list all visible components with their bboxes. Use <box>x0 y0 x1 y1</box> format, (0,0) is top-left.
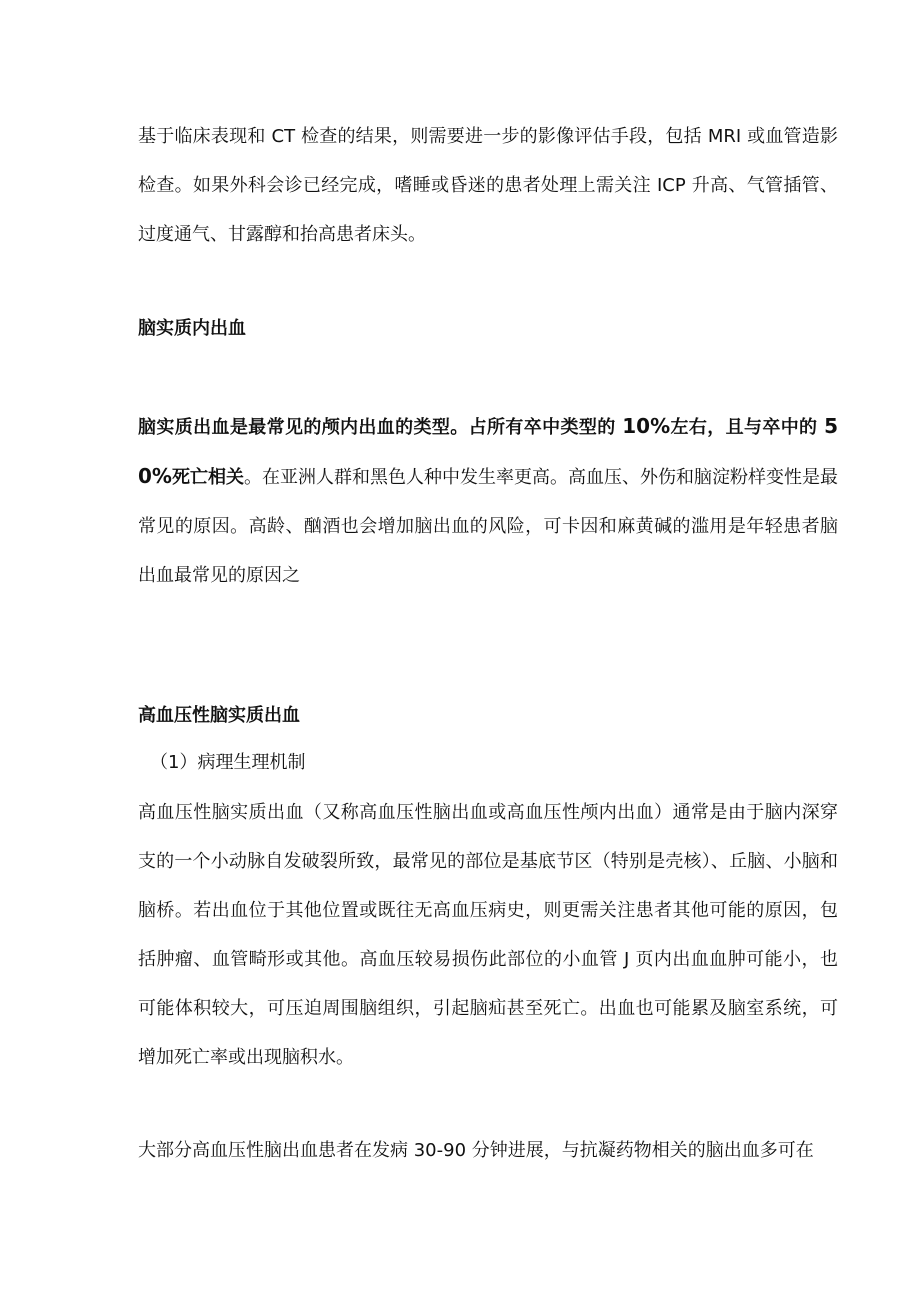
paragraph-hemorrhage-overview <box>138 402 838 600</box>
paragraph-imaging-evaluation: 基于临床表现和 CT 检查的结果，则需要进一步的影像评估手段，包括 MRI 或血管造影检查。如果外科会诊已经完成，嗜睡或昏迷的患者处理上需关注 ICP 升高、气管插管、过度通气、甘露醇和抬高患者床头。 <box>138 126 838 245</box>
subheading-pathophysiology: （1）病理生理机制 <box>150 752 306 773</box>
bold-lead-a: 脑实质出血是最常见的颅内出血的类型。占所有卒中类型的 <box>138 417 623 438</box>
paragraph-progression: 大部分高血压性脑出血患者在发病 30-90 分钟进展，与抗凝药物相关的脑出血多可在 <box>138 1140 814 1161</box>
bold-lead-c: 死亡相关 <box>171 467 244 488</box>
section-heading-hypertensive-hemorrhage: 高血压性脑实质出血 <box>138 705 300 726</box>
bold-percent-50: 50% <box>138 414 838 488</box>
paragraph-rest: 。在亚洲人群和黑色人种中发生率更高。高血压、外伤和脑淀粉样变性是最常见的原因。高龄、酗酒也会增加脑出血的风险，可卡因和麻黄碱的滥用是年轻患者脑出血最常见的原因之 <box>138 467 839 586</box>
section-heading-intraparenchymal-hemorrhage: 脑实质内出血 <box>138 318 246 339</box>
bold-lead-b: 左右，且与卒中的 <box>670 417 825 438</box>
bold-percent-10: 10% <box>622 414 671 438</box>
paragraph-pathophysiology: 高血压性脑实质出血（又称高血压性脑出血或高血压性颅内出血）通常是由于脑内深穿支的一个小动脉自发破裂所致，最常见的部位是基底节区（特别是壳核）、丘脑、小脑和脑桥。若出血位于其他位置或既往无高血压病史，则更需关注患者其他可能的原因，包括肿瘤、血管畸形或其他。高血压较易损伤此部位的小血管 J 页内出血血肿可能小，也可能体积较大，可压迫周围脑组织，引起脑疝甚至死亡。出血也可能累及脑室系统，可增加死亡率或出现脑积水。 <box>138 802 838 1068</box>
